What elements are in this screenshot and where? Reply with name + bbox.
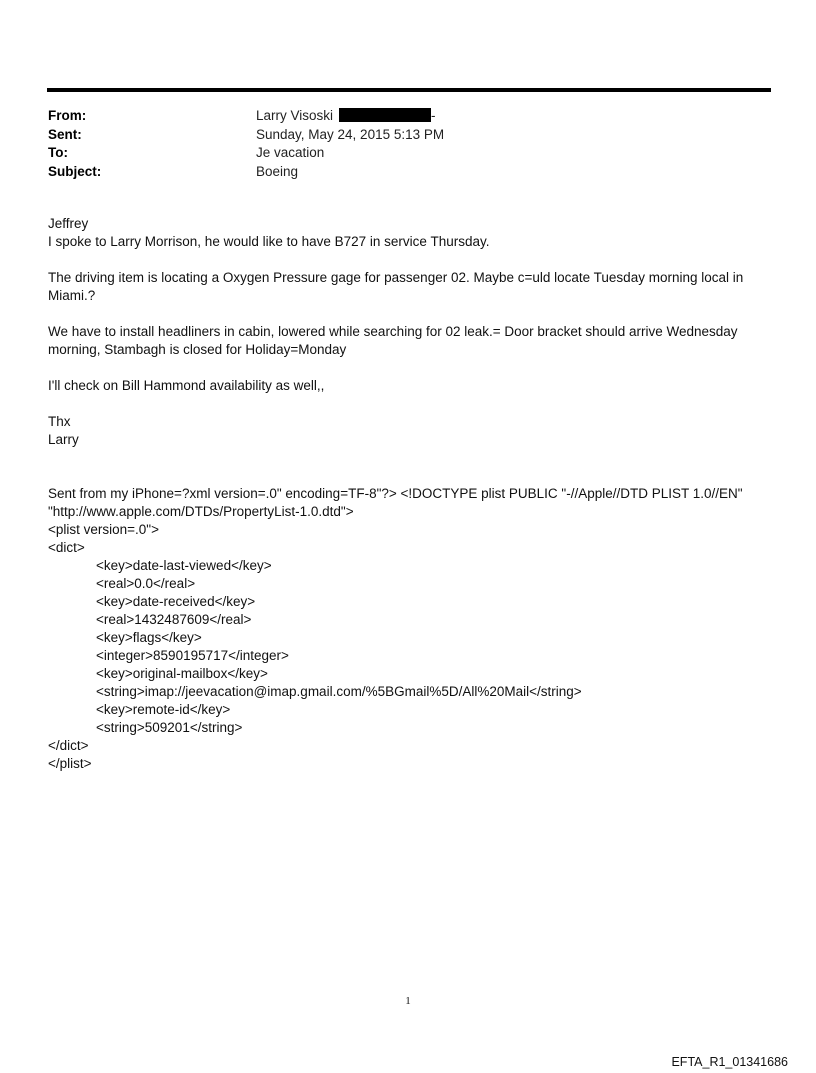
paragraph-availability bbox=[48, 377, 778, 395]
body-line: Miami.? bbox=[48, 288, 96, 303]
sent-row bbox=[48, 126, 444, 145]
document-id: EFTA_R1_01341686 bbox=[671, 1055, 788, 1069]
xml-entry: <key>remote-id</key> bbox=[96, 702, 231, 717]
xml-entry: <string>509201</string> bbox=[96, 720, 243, 735]
from-tail: - bbox=[431, 108, 436, 123]
from-value bbox=[256, 107, 436, 126]
sent-value: Sunday, May 24, 2015 5:13 PM bbox=[256, 126, 445, 142]
to-value: Je vacation bbox=[256, 145, 325, 160]
subject-value: Boeing bbox=[256, 163, 299, 179]
from-label: From: bbox=[48, 108, 87, 123]
to-label: To: bbox=[48, 145, 68, 160]
email-body bbox=[48, 215, 778, 773]
subject-label: Subject: bbox=[48, 163, 102, 179]
sent-from-line: Sent from my iPhone=?xml version=.0" encoding=TF-8"?> <!DOCTYPE plist PUBLIC "-//Apple//DTD PLIST 1.0//EN" bbox=[48, 486, 743, 501]
xml-entry: <key>date-received</key> bbox=[96, 594, 256, 609]
sent-label: Sent: bbox=[48, 126, 82, 142]
sent-from-line: "http://www.apple.com/DTDs/PropertyList-1.0.dtd"> bbox=[48, 504, 354, 519]
thanks: Thx bbox=[48, 414, 71, 429]
signature-block bbox=[48, 413, 778, 449]
body-line: We have to install headliners in cabin, lowered while searching for 02 leak.= Door bracket should arrive Wednesday bbox=[48, 324, 738, 339]
xml-entry: <real>0.0</real> bbox=[96, 576, 196, 591]
xml-entry: <key>date-last-viewed</key> bbox=[96, 558, 272, 573]
page-number: 1 bbox=[405, 995, 411, 1007]
email-header bbox=[48, 107, 444, 181]
dict-close: </dict> bbox=[48, 738, 89, 753]
plist-close: </plist> bbox=[48, 756, 92, 771]
paragraph-headliners bbox=[48, 323, 778, 359]
plist-open: <plist version=.0"> bbox=[48, 522, 159, 537]
redaction-block bbox=[339, 108, 431, 122]
from-row bbox=[48, 107, 444, 126]
paragraph-oxygen bbox=[48, 269, 778, 305]
from-name: Larry Visoski bbox=[256, 108, 334, 123]
xml-entry: <string>imap://jeevacation@imap.gmail.com/%5BGmail%5D/All%20Mail</string> bbox=[96, 684, 582, 699]
greeting: Jeffrey bbox=[48, 216, 89, 231]
to-row bbox=[48, 144, 444, 163]
signature: Larry bbox=[48, 432, 79, 447]
xml-entry: <key>flags</key> bbox=[96, 630, 202, 645]
body-line: The driving item is locating a Oxygen Pressure gage for passenger 02. Maybe c=uld locate Tuesday morning local in bbox=[48, 270, 744, 285]
paragraph-intro bbox=[48, 215, 778, 251]
body-line: I'll check on Bill Hammond availability as well,, bbox=[48, 378, 325, 393]
xml-block bbox=[48, 485, 778, 773]
xml-entry: <integer>8590195717</integer> bbox=[96, 648, 289, 663]
xml-entry: <real>1432487609</real> bbox=[96, 612, 252, 627]
dict-open: <dict> bbox=[48, 540, 85, 555]
xml-entry: <key>original-mailbox</key> bbox=[96, 666, 268, 681]
header-divider bbox=[47, 88, 771, 92]
body-line: I spoke to Larry Morrison, he would like to have B727 in service Thursday. bbox=[48, 234, 490, 249]
subject-row bbox=[48, 163, 444, 182]
body-line: morning, Stambagh is closed for Holiday=Monday bbox=[48, 342, 347, 357]
